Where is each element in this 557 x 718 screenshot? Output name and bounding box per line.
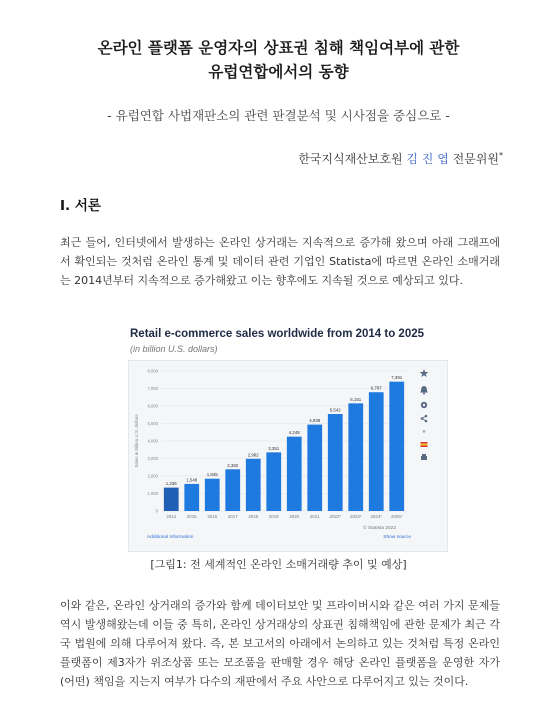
paragraph-2: 이와 같은, 온라인 상거래의 증가와 함께 데이터보안 및 프라이버시와 같은 여러 가지 문제들 역시 발생해왔는데 이들 중 특히, 온라인 상거래상의 상표권 침해책임에 관한 문제가 최근 각국 법원에 의해 다루어져 왔다. 즉, 본 보고서의 아래에서 논의하고 있는 것처럼 특정 온라인 플랫폼이 제3자가 위조상품 또는 모조품을 판매할 경우 해당 온라인 플랫폼을 운영한 자가 (어떤) 책임을 지는지 여부가 다수의 재판에서 주요 사안으로 다루어지고 있는 것이다. [60, 599, 500, 688]
author-footnote-mark: * [499, 151, 503, 160]
x-tick-label: 2015 [186, 514, 197, 519]
y-tick-label: 1,000 [147, 491, 158, 496]
bar-2018[interactable] [246, 459, 261, 511]
chart-copyright: © Statista 2022 [363, 526, 396, 531]
additional-information-link[interactable]: Additional Information [147, 535, 194, 540]
bar-value-label: 6,787 [370, 385, 382, 391]
x-tick-label: 2018 [248, 514, 259, 519]
bell-icon[interactable] [420, 386, 428, 395]
bar-2022*[interactable] [328, 414, 343, 511]
bar-value-label: 1,548 [186, 477, 198, 483]
figure-caption: [그림1: 전 세계적인 온라인 소매거래량 추이 및 예상] [150, 558, 407, 571]
y-tick-label: 4,000 [147, 438, 158, 444]
bar-value-label: 5,542 [329, 407, 341, 413]
bar-value-label: 4,938 [309, 418, 321, 424]
bar-value-label: 4,248 [288, 430, 300, 436]
bar-2023*[interactable] [348, 403, 363, 511]
bar-2024*[interactable] [369, 392, 384, 511]
x-tick-label: 2023* [350, 514, 362, 519]
bar-2017[interactable] [225, 469, 240, 511]
bar-value-label: 6,151 [350, 396, 362, 402]
chart-panel [128, 360, 448, 552]
x-tick-label: 2025* [391, 514, 403, 519]
document-subtitle: - 유럽연합 사법재판소의 관련 판결분석 및 시사점을 중심으로 - [107, 108, 450, 123]
y-tick-label: 5,000 [147, 421, 158, 426]
bar-2016[interactable] [205, 479, 220, 511]
bar-value-label: 2,982 [247, 452, 259, 458]
share-icon[interactable] [421, 415, 428, 423]
x-tick-label: 2014 [166, 514, 177, 519]
chart-footer [147, 524, 411, 540]
bar-value-label: 1,845 [206, 472, 218, 478]
y-tick-label: 7,000 [147, 386, 158, 391]
title-line-1: 온라인 플랫폼 운영자의 상표권 침해 책임여부에 관한 [97, 39, 460, 57]
bar-value-label: 1,336 [165, 481, 177, 487]
y-tick-label: 3,000 [147, 456, 158, 461]
document-title [0, 36, 557, 84]
x-tick-label: 2022* [329, 514, 341, 519]
svg-text:”: ” [422, 429, 426, 439]
gear-icon[interactable] [421, 402, 427, 408]
bar-2020[interactable] [287, 437, 302, 511]
bar-2014[interactable] [164, 488, 179, 511]
y-tick-label: 0 [155, 508, 158, 514]
chart-title: Retail e-commerce sales worldwide from 2014 to 2025 [130, 328, 425, 340]
chart-side-icons [420, 369, 429, 460]
bar-2019[interactable] [266, 452, 281, 511]
y-tick-label: 6,000 [147, 403, 158, 409]
bar-2021[interactable] [307, 425, 322, 511]
print-icon[interactable] [421, 454, 427, 460]
figure [124, 322, 442, 550]
author-line [298, 150, 503, 167]
chart-subtitle: (in billion U.S. dollars) [130, 344, 218, 354]
bar-2015[interactable] [184, 484, 199, 511]
x-tick-label: 2020 [289, 514, 300, 519]
author-name: 김 진 엽 [406, 152, 449, 166]
y-tick-label: 2,000 [147, 473, 158, 479]
paragraph-1: 최근 들어, 인터넷에서 발생하는 온라인 상거래는 지속적으로 증가해 왔으며 아래 그래프에서 확인되는 것처럼 온라인 통계 및 데이터 관련 기업인 Statista에 따르면 온라인 소매거래는 2014년부터 지속적으로 증가해왔고 이는 향후에도 지속될 것으로 예상되고 있다. [60, 236, 500, 287]
title-line-2: 유럽연합에서의 동향 [208, 63, 349, 81]
bar-chart [129, 361, 439, 549]
star-icon[interactable] [420, 369, 429, 377]
quote-icon[interactable] [423, 429, 426, 439]
x-tick-label: 2017 [227, 514, 238, 519]
author-role: 전문위원 [452, 152, 499, 166]
bar-value-label: 2,382 [227, 462, 239, 468]
bar-value-label: 3,351 [268, 445, 280, 451]
x-tick-label: 2019 [268, 514, 279, 519]
y-tick-label: 8,000 [147, 368, 158, 374]
x-tick-label: 2024* [370, 514, 382, 519]
x-tick-label: 2021 [309, 514, 320, 519]
bar-2025*[interactable] [389, 382, 404, 511]
author-org: 한국지식재산보호원 [298, 152, 403, 166]
flag-icon[interactable] [421, 442, 428, 447]
y-axis-label: Sales in billion U.S. dollars [134, 414, 139, 468]
x-tick-label: 2016 [207, 514, 218, 519]
show-source-link[interactable]: Show source [383, 535, 411, 540]
bar-value-label: 7,391 [391, 375, 403, 381]
section-heading: I. 서론 [60, 198, 101, 214]
